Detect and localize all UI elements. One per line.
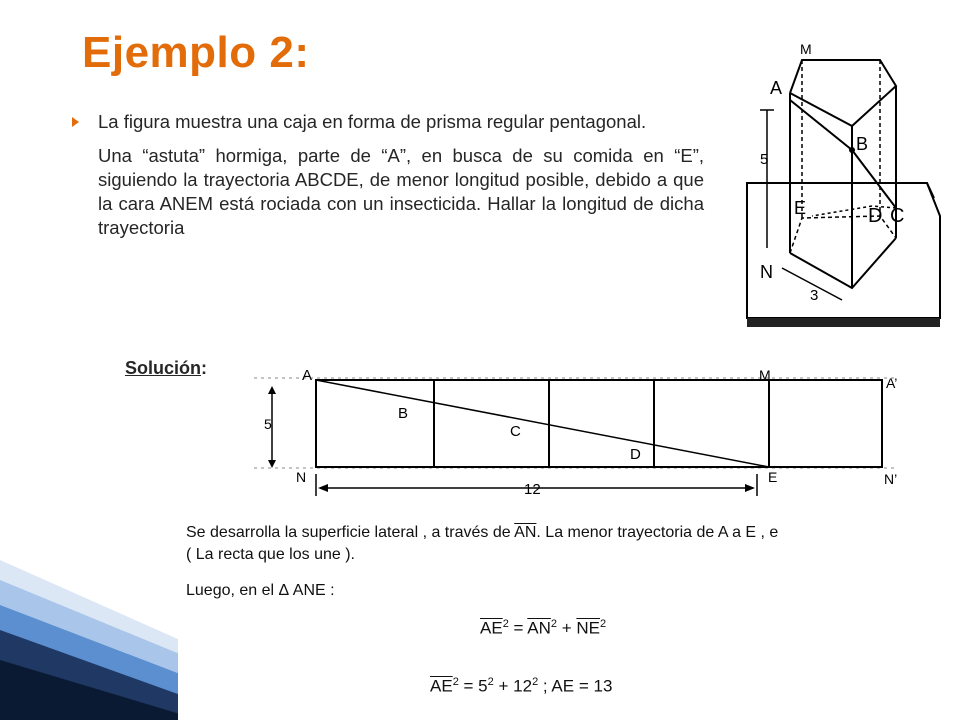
problem-statement [98,110,704,250]
scan-line-1-part-b: . La menor trayectoria de A a E , e [536,524,779,541]
eq1-an-exp: 2 [550,618,557,630]
scan-line-1-part-a: Se desarrolla la superficie lateral , a través de [186,524,515,541]
prism-label-c: C [890,205,905,227]
unfolded-net-figure [254,362,914,502]
solution-label: Solución [125,358,201,378]
solution-heading [125,358,207,379]
eq2-twelve: + 12 [493,676,533,696]
solution-colon: : [201,358,207,378]
bullet-arrow-icon [72,117,79,127]
net-label-12: 12 [524,481,541,498]
prism-label-a: A [770,78,783,98]
scan-segment-an: $\overline{AN}$ [514,524,537,541]
net-label-a: A [302,367,313,384]
eq1-plus: + [557,618,577,638]
net-label-n: N [296,469,307,485]
scan-line-3: Luego, en el Δ ANE : [186,582,335,599]
eq1-equals: = [508,618,528,638]
eq2-ae: $\overline{AE}$ [430,676,453,696]
slide-title: Ejemplo 2: [82,28,310,77]
eq2-five-exp: 2 [487,676,494,688]
prism-label-n: N [760,262,773,282]
eq2-ae-exp: 2 [452,676,459,688]
eq2-five: = 5 [458,676,488,696]
net-label-b: B [398,405,409,422]
net-label-5: 5 [264,416,272,432]
net-label-d: D [630,446,641,463]
scan-line-1 [186,524,778,542]
equation-result [430,676,612,697]
prism-label-5: 5 [760,151,769,168]
paragraph-2: Una “astuta” hormiga, parte de “A”, en busca de su comida en “E”, siguiendo la trayectoria ABCDE, de menor longitud posible, debido a que la cara ANEM está rociada con un insecticida. Hallar la longitud de dicha trayectoria [98,145,704,238]
prism-figure [722,38,948,334]
eq2-twelve-exp: 2 [532,676,539,688]
eq1-an: $\overline{AN}$ [527,618,551,638]
net-label-a-prime: A’ [886,375,898,391]
prism-label-3: 3 [810,287,819,304]
eq1-ne: $\overline{NE}$ [576,618,600,638]
eq2-result: ; AE = 13 [538,676,613,696]
net-label-m: M [759,367,771,383]
solution-scan [178,510,960,720]
net-label-n-prime: N’ [884,471,898,487]
prism-label-e: E [794,198,807,218]
eq1-ae: $\overline{AE}$ [480,618,503,638]
prism-label-d: D [868,205,883,227]
net-label-c: C [510,423,521,440]
scan-line-2: ( La recta que los une ). [186,546,355,563]
eq1-ne-exp: 2 [600,618,607,630]
net-label-e: E [768,469,778,485]
prism-label-b: B [856,134,869,154]
paragraph-1: La figura muestra una caja en forma de prisma regular pentagonal. [98,111,647,132]
eq1-ae-exp: 2 [502,618,509,630]
prism-label-m: M [800,41,812,57]
equation-pythagoras [480,618,606,639]
